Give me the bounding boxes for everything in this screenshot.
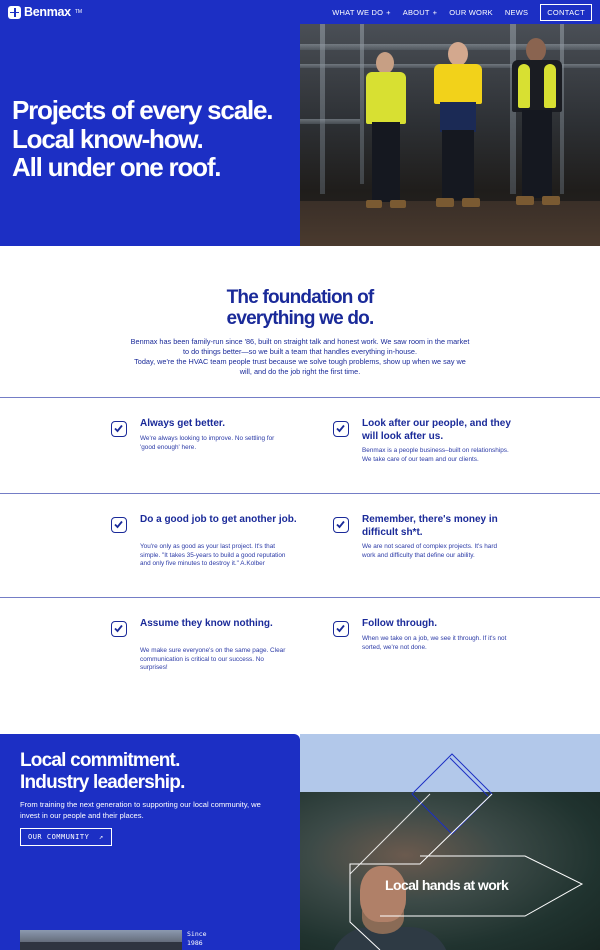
logo-trademark: TM [74, 9, 83, 15]
foundation-heading-line-1: The foundation of [226, 287, 374, 308]
nav-item-about[interactable] [403, 8, 437, 17]
value-title: Follow through. [362, 618, 437, 629]
nav-links [332, 4, 592, 21]
community-body: From training the next generation to supporting our local community, we invest in our people and their places. [20, 800, 261, 820]
value-description: You're only as good as your last project. It's that simple. "It takes 35-years to build a good reputation and only five minutes to destroy it." A.Kolber [140, 543, 286, 567]
divider [0, 493, 600, 494]
divider [0, 597, 600, 598]
value-title: Remember, there's money in difficult sh*t. [362, 514, 498, 538]
community-section [0, 734, 300, 950]
foundation-heading-line-2: everything we do. [226, 308, 374, 329]
logo-wordmark: Benmax [24, 5, 71, 19]
hero-heading [12, 96, 272, 182]
divider [0, 397, 600, 398]
local-hands-photo-card[interactable] [300, 734, 600, 950]
value-title: Assume they know nothing. [140, 618, 273, 629]
foundation-paragraph: Benmax has been family-run since '86, built on straight talk and honest work. We saw room in the market to do things better—so we built a team that handles everything in-house. [130, 337, 470, 356]
arrow-up-right-icon: ↗ [99, 833, 104, 841]
checkbox-icon [333, 517, 349, 533]
community-heading [20, 750, 185, 793]
nav-item-our-work[interactable]: OUR WORK [449, 8, 493, 17]
value-description: When we take on a job, we see it through. If it's not sorted, we're not done. [362, 635, 507, 651]
checkbox-icon [111, 421, 127, 437]
since-year: 1986 [187, 938, 203, 947]
plus-icon: + [432, 8, 438, 17]
diamond-outline-graphic [300, 734, 600, 950]
checkbox-icon [111, 621, 127, 637]
value-description: We're always looking to improve. No settling for 'good enough' here. [140, 435, 275, 451]
top-navigation [0, 0, 600, 26]
since-text: Since [187, 930, 207, 938]
hero-section [0, 0, 600, 246]
hero-photo-workers [300, 24, 600, 246]
since-1986-label [187, 930, 207, 947]
value-title: Look after our people, and they will look after us. [362, 418, 511, 442]
plus-icon: + [386, 8, 391, 17]
community-thumbnail-image [20, 930, 182, 950]
value-title: Always get better. [140, 418, 226, 429]
local-hands-label: Local hands at work [385, 877, 509, 893]
nav-item-news[interactable]: NEWS [504, 8, 529, 17]
checkbox-icon [333, 621, 349, 637]
foundation-paragraph: Today, we're the HVAC team people trust because we solve tough problems, show up when we say we will, and do the job right the first time. [134, 357, 466, 376]
value-description: We make sure everyone's on the same page. Clear communication is critical to our success. No surprises! [140, 647, 286, 671]
value-title: Do a good job to get another job. [140, 514, 297, 525]
contact-button[interactable]: CONTACT [540, 4, 592, 21]
nav-item-label: WHAT WE DO [332, 8, 384, 17]
nav-item-label: ABOUT [402, 8, 430, 17]
checkbox-icon [111, 517, 127, 533]
hero-heading-line-1: Projects of every scale. [12, 95, 273, 125]
hero-heading-line-3: All under one roof. [12, 152, 221, 182]
foundation-body [130, 337, 470, 377]
foundation-heading [0, 287, 600, 329]
checkbox-icon [333, 421, 349, 437]
value-description: We are not scared of complex projects. It's hard work and difficulty that define our ability. [362, 543, 498, 559]
hero-heading-line-2: Local know-how. [12, 123, 203, 154]
our-community-button[interactable] [20, 828, 112, 846]
button-label: OUR COMMUNITY [28, 833, 90, 841]
community-heading-line-2: Industry leadership. [20, 771, 185, 793]
nav-item-what-we-do[interactable] [332, 8, 390, 17]
benmax-logo[interactable] [8, 5, 82, 19]
logo-cross-icon [8, 6, 21, 19]
community-heading-line-1: Local commitment. [20, 750, 180, 771]
value-description: Benmax is a people business–built on relationships. We take care of our team and our clients. [362, 447, 509, 463]
